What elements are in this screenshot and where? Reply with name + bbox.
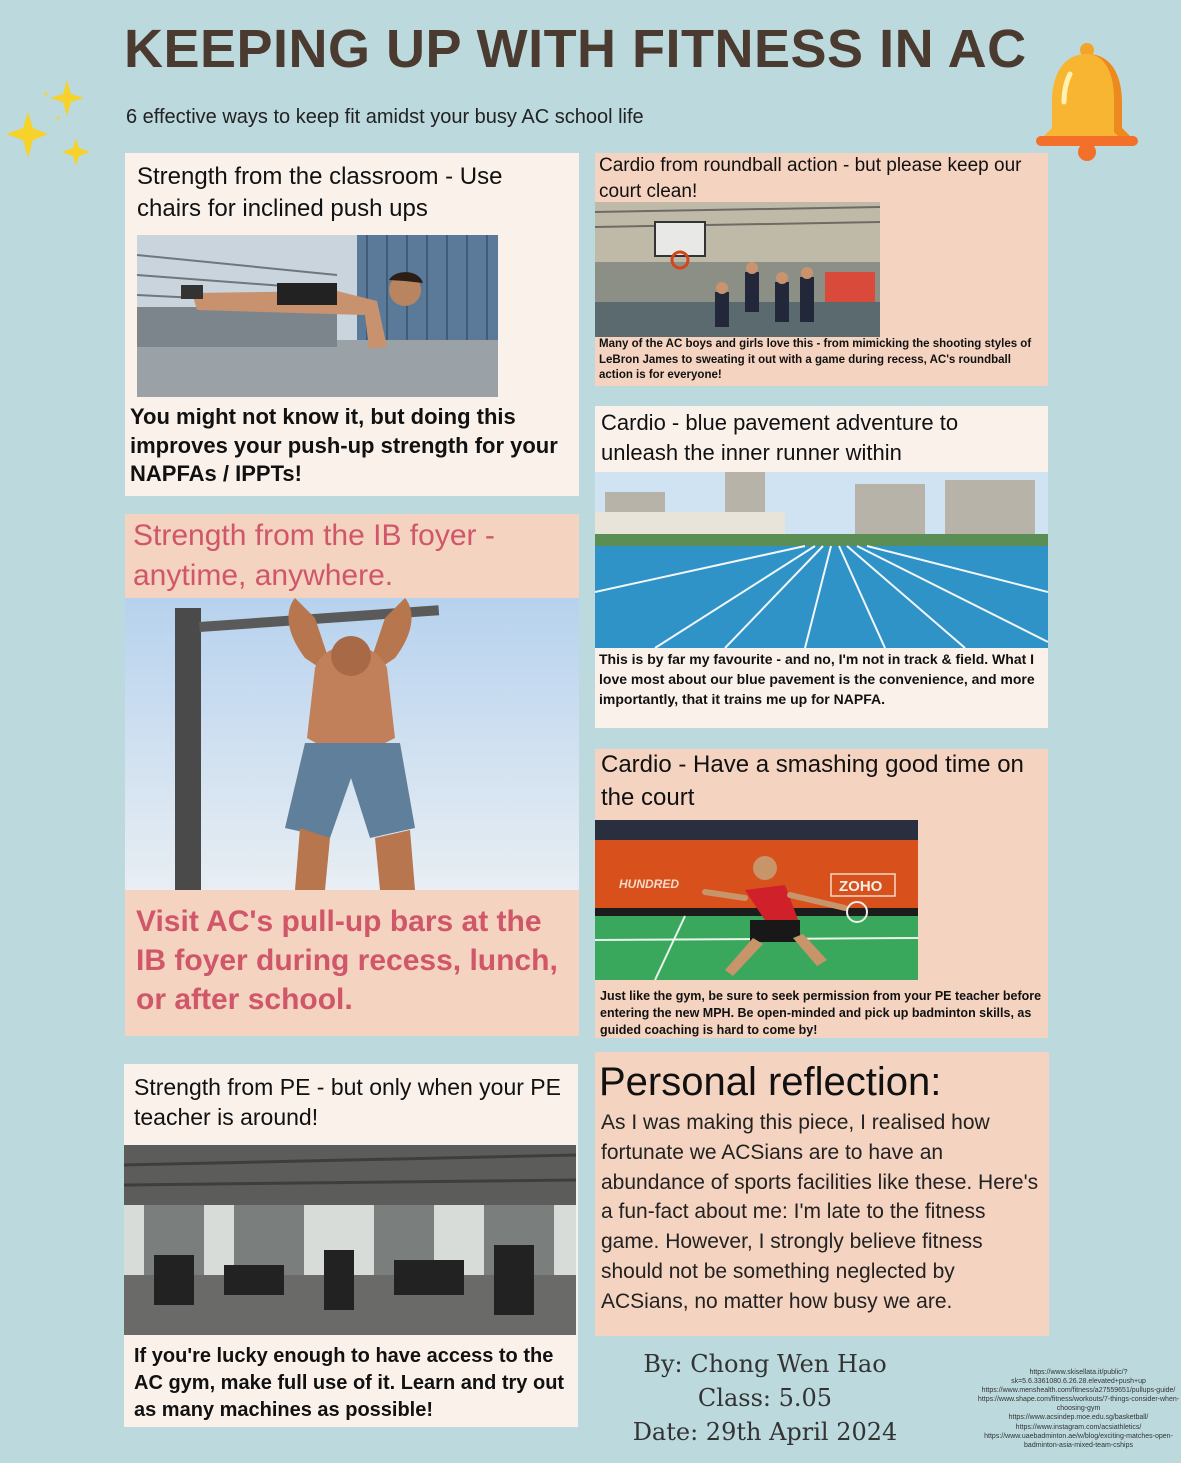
bell-icon — [1030, 40, 1145, 165]
foyer-card-title: Strength from the IB foyer - anytime, anywhere. — [133, 519, 495, 592]
pavement-card — [595, 406, 1048, 728]
pe-card-title: Strength from PE - but only when your PE teacher is around! — [134, 1074, 561, 1131]
roundball-card-title: Cardio from roundball action - but please keep our court clean! — [599, 155, 1022, 203]
references — [976, 1368, 1181, 1450]
author-line: By: Chong Wen Hao — [643, 1350, 887, 1378]
classroom-card-title: Strength from the classroom - Use chairs for inclined push ups — [137, 163, 503, 222]
sparkles-icon — [0, 68, 100, 178]
badminton-photo — [595, 820, 918, 980]
class-line: Class: 5.05 — [697, 1384, 833, 1412]
court-card-text: Just like the gym, be sure to seek permission from your PE teacher before entering the new MPH. Be open-minded and pick up badminton skills, as guided coaching is hard to come by! — [600, 989, 1042, 1037]
push-up-photo — [137, 235, 498, 397]
pavement-card-text: This is by far my favourite - and no, I'm not in track & field. What I love most about our blue pavement is the convenience, and more importantly, that it trains me up for NAPFA. — [599, 651, 1035, 707]
date-line: Date: 29th April 2024 — [632, 1418, 898, 1446]
classroom-card-text: You might not know it, but doing this improves your push-up strength for your NAPFAs / IPPTs! — [130, 404, 558, 487]
page-subtitle: 6 effective ways to keep fit amidst your busy AC school life — [126, 106, 644, 128]
classroom-card — [125, 153, 579, 496]
pe-card — [124, 1064, 578, 1427]
reference-link[interactable]: https://www.uaebadminton.ae/w/blog/exciting-matches-open-badminton-asia-mixed-team-cships — [984, 1432, 1173, 1449]
reference-link[interactable]: https://www.menshealth.com/fitness/a27559651/pullups-guide/ — [981, 1387, 1176, 1395]
page-title: KEEPING UP WITH FITNESS IN AC — [124, 19, 1027, 79]
court-card — [595, 749, 1048, 1038]
foyer-title-box — [125, 514, 579, 598]
foyer-text-box — [125, 890, 579, 1036]
reference-link[interactable]: https://www.instagram.com/acsiathletics/ — [1015, 1423, 1142, 1431]
pe-card-text: If you're lucky enough to have access to the AC gym, make full use of it. Learn and try out as many machines as possible! — [134, 1345, 565, 1421]
pull-up-photo — [125, 598, 579, 890]
gym-photo — [124, 1145, 576, 1335]
roundball-card — [595, 153, 1048, 386]
court-sign-2: ZOHO — [839, 878, 883, 895]
reflection-card — [595, 1052, 1049, 1336]
court-sign-1: HUNDRED — [619, 877, 679, 891]
reflection-text: As I was making this piece, I realised how fortunate we ACSians are to have an abundance of sports facilities like these. Here's a fun-fact about me: I'm late to the fitness game. However, I strongly believe fitness should not be something neglected by ACSians, no matter how busy we are. — [601, 1111, 1039, 1313]
reflection-title: Personal reflection: — [599, 1060, 942, 1104]
pavement-card-title: Cardio - blue pavement adventure to unleash the inner runner within — [601, 410, 959, 466]
court-card-title: Cardio - Have a smashing good time on the court — [601, 751, 1024, 811]
running-track-photo — [595, 472, 1048, 648]
foyer-card-text: Visit AC's pull-up bars at the IB foyer during recess, lunch, or after school. — [136, 905, 558, 1016]
basketball-photo — [595, 202, 880, 337]
roundball-card-text: Many of the AC boys and girls love this - from mimicking the shooting styles of LeBron James to sweating it out with a game during recess, AC's roundball action is for everyone! — [599, 338, 1032, 382]
reference-link[interactable]: https://www.shape.com/fitness/workouts/7-things-consider-when-choosing-gym — [977, 1396, 1180, 1413]
reference-link[interactable]: https://www.skisellata.it/public/?sk=5.6.3361080.6.26.28.elevated+push+up — [1011, 1369, 1146, 1386]
reference-link[interactable]: https://www.acsindep.moe.edu.sg/basketball/ — [1008, 1414, 1149, 1422]
